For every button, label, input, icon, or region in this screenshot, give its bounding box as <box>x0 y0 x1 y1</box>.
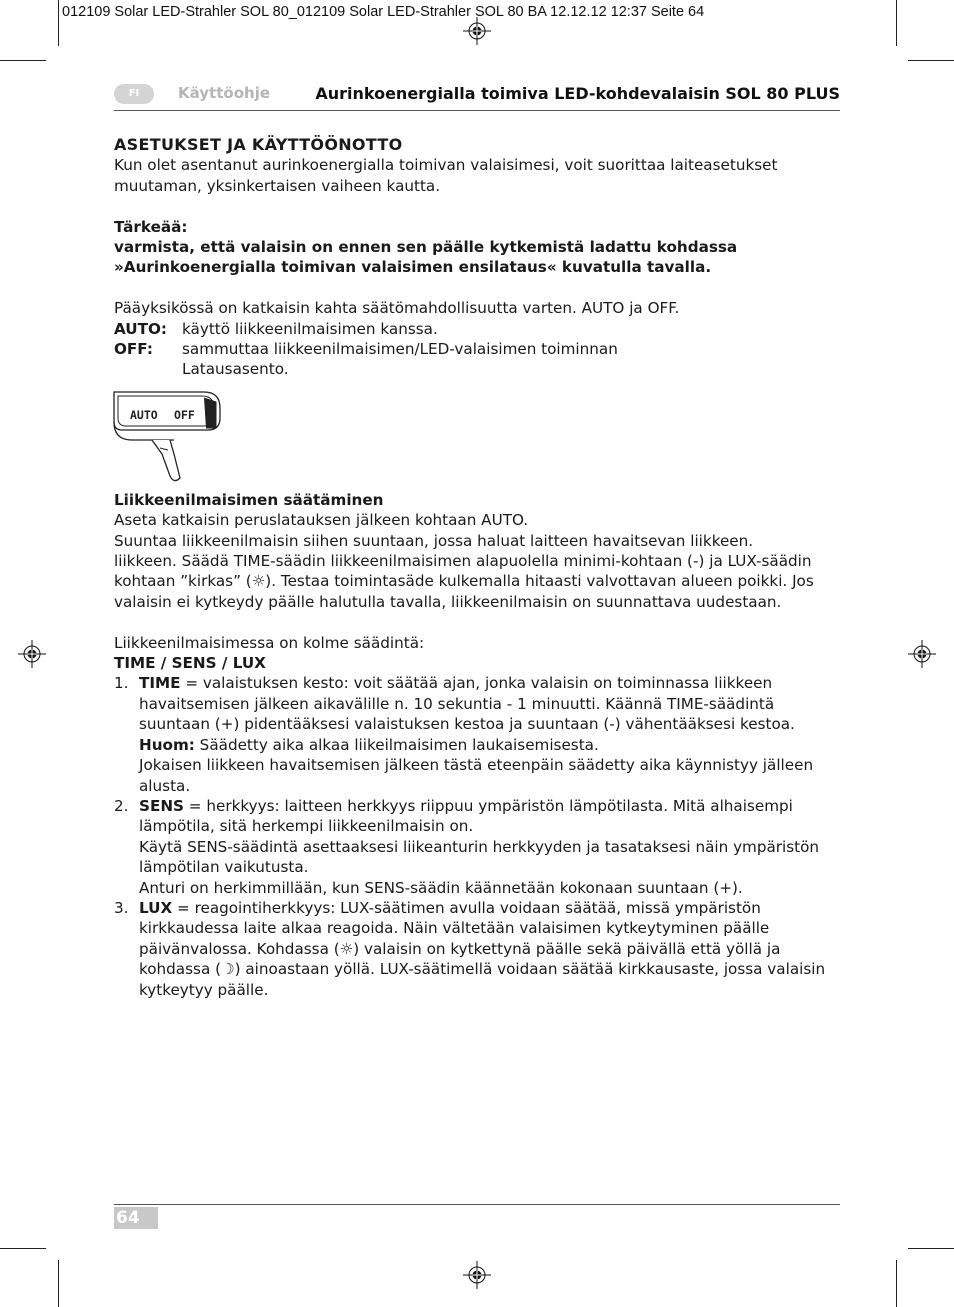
important-line-2: »Aurinkoenergialla toimivan valaisimen ensilataus« kuvatulla tavalla. <box>114 258 712 277</box>
motion-heading: Liikkeenilmaisimen säätäminen <box>114 490 384 509</box>
page-header <box>114 84 840 111</box>
lux-key: LUX <box>139 898 173 917</box>
important-line-1: varmista, että valaisin on ennen sen päälle kytkemistä ladattu kohdassa <box>114 238 738 257</box>
motion-p3: liikkeen. Säädä TIME-säädin liikkeenilmaisimen alapuolella minimi-kohtaan (-) ja LUX-säädin kohtaan ”kirkas” (☼). Testaa toimintasäde kulkemalla hitaasti valvottavan alueen poikki. Jos valaisin ei kytkeydy päälle halutulla tavalla, liikkeenilmaisin on suunnattava uudestaan. <box>114 552 814 611</box>
main-content <box>114 135 844 1000</box>
auto-key: AUTO: <box>114 319 167 338</box>
time-extra: Jokaisen liikkeen havaitsemisen jälkeen tästä eteenpäin säädetty aika käynnistyy jälleen alusta. <box>139 756 814 795</box>
sens-key: SENS <box>139 796 184 815</box>
motion-p1: Aseta katkaisin peruslatauksen jälkeen kohtaan AUTO. <box>114 511 529 530</box>
registration-mark-bottom <box>463 1261 491 1289</box>
controls-subheading: TIME / SENS / LUX <box>114 654 266 673</box>
sens-text: = herkkyys: laitteen herkkyys riippuu ympäristön lämpötilasta. Mitä alhaisempi lämpötila, sitä herkempi liikkeenilmaisin on. <box>139 796 793 836</box>
crop-mark-tr-v <box>896 0 897 46</box>
registration-mark-top <box>463 17 491 45</box>
crop-mark-tl-v <box>58 0 59 46</box>
time-text: = valaistuksen kesto: voit säätää ajan, jonka valaisin on toiminnassa liikkeen havaitsemisen jälkeen aikavälille n. 10 sekuntia - 1 minuutti. Käännä TIME-säädintä suuntaan (+) pidentääksesi valaistuksen kestoa ja suuntaan (-) vähentääksesi kestoa. <box>139 674 795 734</box>
switch-intro: Pääyksikössä on katkaisin kahta säätömahdollisuutta varten. AUTO ja OFF. <box>114 299 680 318</box>
page-number: 64 <box>114 1207 158 1229</box>
time-key: TIME <box>139 674 181 693</box>
crop-mark-bl-h <box>0 1248 46 1249</box>
sens-extra-1: Käytä SENS-säädintä asettaaksesi liikeanturin herkkyyden ja tasataksesi näin ympäristön lämpötilan vaikutusta. <box>139 837 820 877</box>
lux-text: = reagointiherkkyys: LUX-säätimen avulla voidaan säätää, missä ympäristön kirkkaudessa laite alkaa reagoida. Näin vältetään valaisimen kytkeytyminen päälle päivänvalossa. Kohdassa (☼) valaisin on kytkettynä päälle sekä päivällä että yöllä ja kohdassa (☽) ainoastaan yöllä. LUX-säätimellä voidaan säätää kirkkausaste, jossa valaisin kytkeytyy päälle. <box>139 898 826 999</box>
figure-auto-label: AUTO <box>130 407 158 422</box>
section-heading: ASETUKSET JA KÄYTTÖÖNOTTO <box>114 135 403 154</box>
list-item-body <box>139 898 844 1000</box>
note-text: Säädetty aika alkaa liikeilmaisimen laukaisemisesta. <box>194 735 599 754</box>
sens-extra-2: Anturi on herkimmillään, kun SENS-säädin käännetään kokonaan suuntaan (+). <box>139 878 743 897</box>
important-label: Tärkeää: <box>114 217 188 236</box>
note-key: Huom: <box>139 735 195 754</box>
off-key: OFF: <box>114 340 153 359</box>
list-item-body <box>139 673 844 795</box>
list-number: 1. <box>114 674 129 693</box>
off-text-1: sammuttaa liikkeenilmaisimen/LED-valaisimen toiminnan <box>182 340 618 359</box>
motion-p4: Liikkeenilmaisimessa on kolme säädintä: <box>114 633 425 652</box>
switch-figure <box>114 380 844 490</box>
off-text-block <box>182 339 844 380</box>
footer-divider <box>114 1204 840 1205</box>
registration-mark-left <box>18 640 46 668</box>
intro-text: Kun olet asentanut aurinkoenergialla toimivan valaisimesi, voit suorittaa laiteasetukset muutaman, yksinkertaisen vaiheen kautta. <box>114 156 778 195</box>
print-info: 012109 Solar LED-Strahler SOL 80_012109 Solar LED-Strahler SOL 80 BA 12.12.12 12:37 Seite 64 <box>62 4 705 20</box>
list-number: 3. <box>114 898 129 917</box>
list-number: 2. <box>114 796 129 815</box>
header-title: Aurinkoenergialla toimiva LED-kohdevalaisin SOL 80 PLUS <box>315 84 840 103</box>
registration-mark-right <box>908 640 936 668</box>
motion-p2: Suuntaa liikkeenilmaisin siihen suuntaan, jossa haluat laitteen havaitsevan liikkeen. <box>114 531 754 550</box>
off-definition <box>114 339 844 380</box>
language-badge: FI <box>114 84 154 104</box>
list-item-body <box>139 796 844 898</box>
crop-mark-tr-h <box>908 60 954 61</box>
list-item-lux <box>114 898 844 1000</box>
figure-off-label: OFF <box>174 407 195 422</box>
off-text-2: Latausasento. <box>182 360 289 379</box>
list-item-time <box>114 673 844 795</box>
auto-off-switch-illustration <box>112 388 227 488</box>
crop-mark-br-v <box>896 1260 897 1307</box>
crop-mark-bl-v <box>58 1260 59 1307</box>
auto-definition <box>114 319 844 339</box>
list-item-sens <box>114 796 844 898</box>
section-label: Käyttöohje <box>178 84 271 102</box>
auto-text: käyttö liikkeenilmaisimen kanssa. <box>182 319 438 338</box>
crop-mark-tl-h <box>0 60 46 61</box>
crop-mark-br-h <box>908 1248 954 1249</box>
